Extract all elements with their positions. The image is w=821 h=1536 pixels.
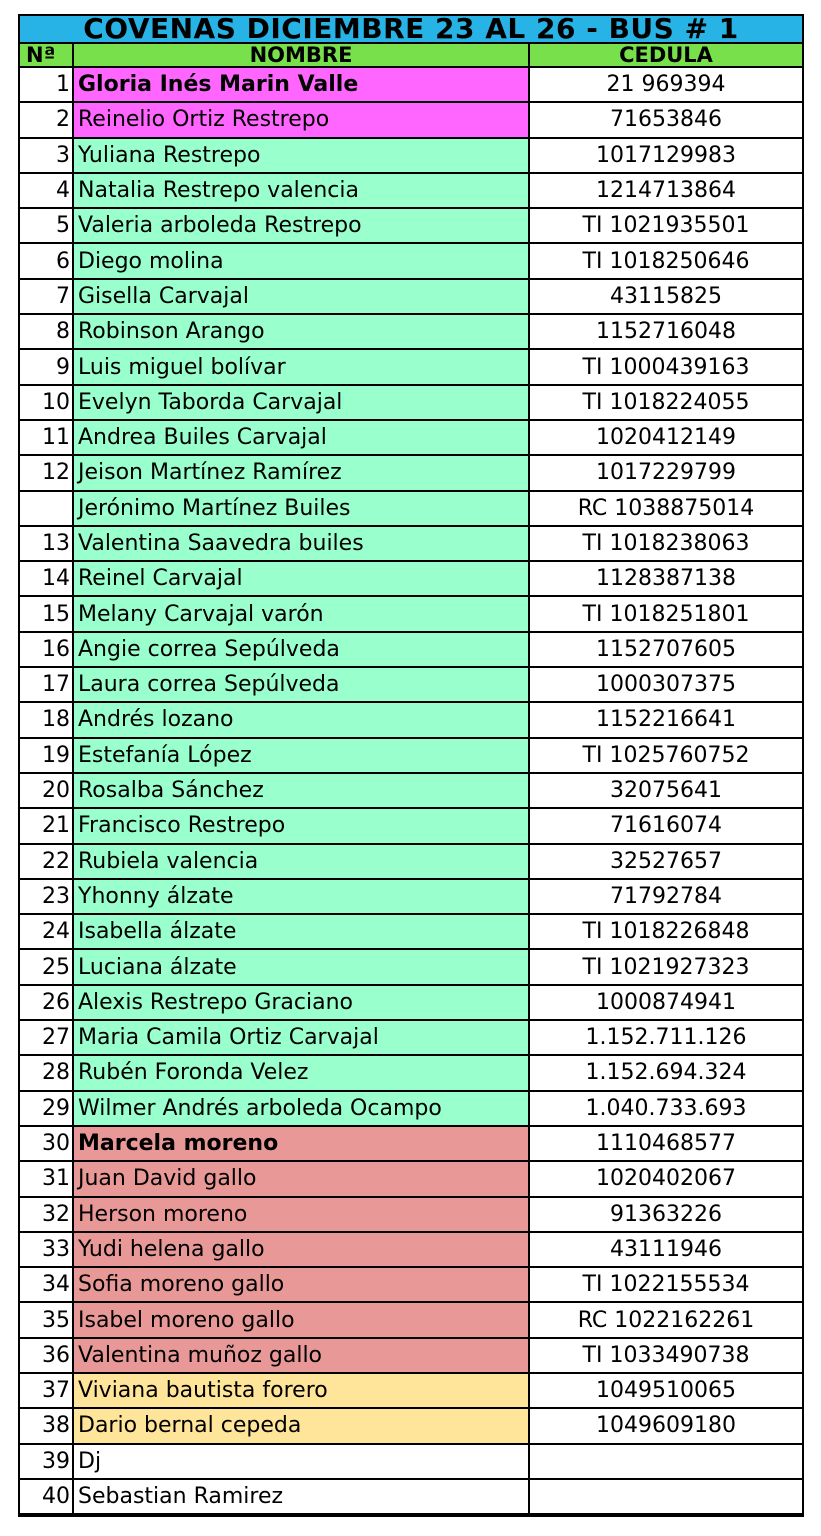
passenger-name: Yhonny álzate: [73, 879, 529, 914]
table-row: [20, 1444, 802, 1479]
passenger-name: Melany Carvajal varón: [73, 596, 529, 631]
table-row: [20, 208, 802, 243]
passenger-name: Wilmer Andrés arboleda Ocampo: [73, 1091, 529, 1126]
passenger-name: Rubén Foronda Velez: [73, 1055, 529, 1090]
passenger-cedula: 1.040.733.693: [529, 1091, 802, 1126]
table-row: [20, 1267, 802, 1302]
table-row: [20, 455, 802, 490]
table-row: [20, 173, 802, 208]
passenger-name: Yudi helena gallo: [73, 1232, 529, 1267]
passenger-name: Jerónimo Martínez Builes: [73, 491, 529, 526]
row-number: 11: [20, 420, 73, 455]
row-number: 27: [20, 1020, 73, 1055]
passenger-cedula: 32527657: [529, 844, 802, 879]
row-number: 17: [20, 667, 73, 702]
passenger-cedula: TI 1025760752: [529, 738, 802, 773]
passenger-name: Sebastian Ramirez: [73, 1479, 529, 1514]
row-number: 6: [20, 243, 73, 278]
table-row: [20, 1091, 802, 1126]
passenger-cedula: 71616074: [529, 808, 802, 843]
table-row: [20, 1126, 802, 1161]
passenger-cedula: TI 1022155534: [529, 1267, 802, 1302]
table-row: [20, 1479, 802, 1514]
passenger-cedula: 1049609180: [529, 1408, 802, 1443]
passenger-table: [20, 44, 802, 1515]
row-number: 36: [20, 1338, 73, 1373]
table-row: [20, 773, 802, 808]
passenger-name: Rosalba Sánchez: [73, 773, 529, 808]
row-number: 2: [20, 102, 73, 137]
row-number: 10: [20, 385, 73, 420]
passenger-name: Estefanía López: [73, 738, 529, 773]
passenger-name: Alexis Restrepo Graciano: [73, 985, 529, 1020]
passenger-cedula: TI 1018251801: [529, 596, 802, 631]
table-row: [20, 561, 802, 596]
table-row: [20, 1408, 802, 1443]
passenger-name: Yuliana Restrepo: [73, 138, 529, 173]
passenger-name: Isabella álzate: [73, 914, 529, 949]
passenger-cedula: 1214713864: [529, 173, 802, 208]
table-row: [20, 526, 802, 561]
passenger-name: Juan David gallo: [73, 1161, 529, 1196]
row-number: 39: [20, 1444, 73, 1479]
row-number: 20: [20, 773, 73, 808]
table-row: [20, 738, 802, 773]
row-number: 30: [20, 1126, 73, 1161]
passenger-cedula: 32075641: [529, 773, 802, 808]
passenger-cedula: 43111946: [529, 1232, 802, 1267]
passenger-cedula: 21 969394: [529, 67, 802, 102]
passenger-name: Dario bernal cepeda: [73, 1408, 529, 1443]
passenger-cedula: 1.152.694.324: [529, 1055, 802, 1090]
passenger-name: Jeison Martínez Ramírez: [73, 455, 529, 490]
row-number: 40: [20, 1479, 73, 1514]
passenger-cedula: 1110468577: [529, 1126, 802, 1161]
table-row: [20, 491, 802, 526]
passenger-cedula: [529, 1444, 802, 1479]
passenger-cedula: 43115825: [529, 279, 802, 314]
table-row: [20, 879, 802, 914]
row-number: 38: [20, 1408, 73, 1443]
passenger-name: Natalia Restrepo valencia: [73, 173, 529, 208]
sheet-title: COVENAS DICIEMBRE 23 AL 26 - BUS # 1: [20, 16, 802, 44]
passenger-name: Laura correa Sepúlveda: [73, 667, 529, 702]
passenger-name: Luis miguel bolívar: [73, 349, 529, 384]
row-number: 31: [20, 1161, 73, 1196]
passenger-name: Francisco Restrepo: [73, 808, 529, 843]
table-row: [20, 102, 802, 137]
row-number: 24: [20, 914, 73, 949]
passenger-name: Evelyn Taborda Carvajal: [73, 385, 529, 420]
table-row: [20, 808, 802, 843]
passenger-name: Rubiela valencia: [73, 844, 529, 879]
passenger-cedula: 91363226: [529, 1197, 802, 1232]
passenger-cedula: RC 1022162261: [529, 1302, 802, 1337]
passenger-cedula: 1152707605: [529, 632, 802, 667]
row-number: 8: [20, 314, 73, 349]
table-row: [20, 949, 802, 984]
passenger-cedula: 1017129983: [529, 138, 802, 173]
table-row: [20, 1302, 802, 1337]
table-row: [20, 1020, 802, 1055]
passenger-name: Gloria Inés Marin Valle: [73, 67, 529, 102]
passenger-cedula: 1000307375: [529, 667, 802, 702]
table-row: [20, 1232, 802, 1267]
passenger-cedula: [529, 1479, 802, 1514]
table-row: [20, 1197, 802, 1232]
row-number: 26: [20, 985, 73, 1020]
row-number: 9: [20, 349, 73, 384]
passenger-cedula: TI 1021927323: [529, 949, 802, 984]
passenger-cedula: 1049510065: [529, 1373, 802, 1408]
passenger-name: Isabel moreno gallo: [73, 1302, 529, 1337]
row-number: 1: [20, 67, 73, 102]
passenger-name: Andrés lozano: [73, 702, 529, 737]
table-row: [20, 1338, 802, 1373]
passenger-cedula: TI 1018226848: [529, 914, 802, 949]
passenger-cedula: 1152216641: [529, 702, 802, 737]
row-number: 34: [20, 1267, 73, 1302]
table-row: [20, 420, 802, 455]
passenger-cedula: TI 1018238063: [529, 526, 802, 561]
passenger-name: Reinelio Ortiz Restrepo: [73, 102, 529, 137]
table-row: [20, 596, 802, 631]
passenger-name: Dj: [73, 1444, 529, 1479]
row-number: 28: [20, 1055, 73, 1090]
table-row: [20, 1373, 802, 1408]
passenger-name: Diego molina: [73, 243, 529, 278]
table-row: [20, 349, 802, 384]
header-number: Nª: [20, 44, 73, 67]
passenger-name: Valentina muñoz gallo: [73, 1338, 529, 1373]
passenger-name: Marcela moreno: [73, 1126, 529, 1161]
row-number: 13: [20, 526, 73, 561]
row-number: 18: [20, 702, 73, 737]
passenger-cedula: 1017229799: [529, 455, 802, 490]
table-row: [20, 632, 802, 667]
row-number: 22: [20, 844, 73, 879]
row-number: 21: [20, 808, 73, 843]
passenger-name: Viviana bautista forero: [73, 1373, 529, 1408]
table-row: [20, 314, 802, 349]
table-row: [20, 1161, 802, 1196]
passenger-cedula: 1.152.711.126: [529, 1020, 802, 1055]
table-row: [20, 914, 802, 949]
row-number: 14: [20, 561, 73, 596]
table-row: [20, 1055, 802, 1090]
passenger-cedula: TI 1018250646: [529, 243, 802, 278]
table-row: [20, 985, 802, 1020]
table-row: [20, 385, 802, 420]
passenger-cedula: TI 1033490738: [529, 1338, 802, 1373]
passenger-name: Maria Camila Ortiz Carvajal: [73, 1020, 529, 1055]
passenger-name: Reinel Carvajal: [73, 561, 529, 596]
row-number: 37: [20, 1373, 73, 1408]
passenger-name: Robinson Arango: [73, 314, 529, 349]
passenger-name: Sofia moreno gallo: [73, 1267, 529, 1302]
passenger-cedula: TI 1021935501: [529, 208, 802, 243]
passenger-name: Valeria arboleda Restrepo: [73, 208, 529, 243]
row-number: 23: [20, 879, 73, 914]
row-number: 35: [20, 1302, 73, 1337]
passenger-cedula: 1000874941: [529, 985, 802, 1020]
passenger-name: Gisella Carvajal: [73, 279, 529, 314]
passenger-list-sheet: [18, 14, 804, 1517]
table-row: [20, 667, 802, 702]
row-number: 5: [20, 208, 73, 243]
table-row: [20, 67, 802, 102]
row-number: [20, 491, 73, 526]
header-cedula: CEDULA: [529, 44, 802, 67]
row-number: 25: [20, 949, 73, 984]
passenger-cedula: 1020412149: [529, 420, 802, 455]
row-number: 32: [20, 1197, 73, 1232]
passenger-cedula: 1152716048: [529, 314, 802, 349]
header-row: [20, 44, 802, 67]
row-number: 3: [20, 138, 73, 173]
passenger-name: Valentina Saavedra builes: [73, 526, 529, 561]
table-row: [20, 138, 802, 173]
passenger-name: Luciana álzate: [73, 949, 529, 984]
row-number: 15: [20, 596, 73, 631]
passenger-cedula: TI 1018224055: [529, 385, 802, 420]
row-number: 4: [20, 173, 73, 208]
passenger-cedula: 71792784: [529, 879, 802, 914]
header-name: NOMBRE: [73, 44, 529, 67]
passenger-cedula: 71653846: [529, 102, 802, 137]
row-number: 16: [20, 632, 73, 667]
table-row: [20, 243, 802, 278]
passenger-cedula: TI 1000439163: [529, 349, 802, 384]
row-number: 33: [20, 1232, 73, 1267]
row-number: 19: [20, 738, 73, 773]
passenger-name: Angie correa Sepúlveda: [73, 632, 529, 667]
table-row: [20, 702, 802, 737]
passenger-name: Andrea Builes Carvajal: [73, 420, 529, 455]
passenger-name: Herson moreno: [73, 1197, 529, 1232]
row-number: 29: [20, 1091, 73, 1126]
passenger-cedula: RC 1038875014: [529, 491, 802, 526]
passenger-cedula: 1020402067: [529, 1161, 802, 1196]
row-number: 12: [20, 455, 73, 490]
table-row: [20, 844, 802, 879]
row-number: 7: [20, 279, 73, 314]
table-row: [20, 279, 802, 314]
passenger-cedula: 1128387138: [529, 561, 802, 596]
